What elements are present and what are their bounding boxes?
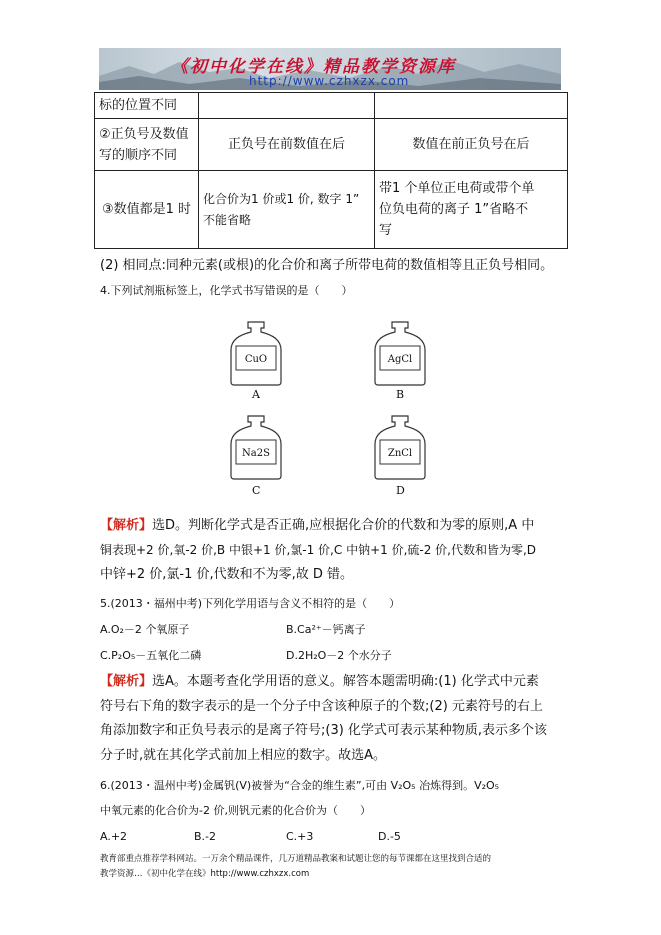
analysis-tag: 【解析】 <box>100 674 153 689</box>
q6-option-c: C.+3 <box>286 830 314 843</box>
bottle-d-icon <box>370 414 430 480</box>
table-cell: ③数值都是1 时 <box>95 171 199 249</box>
q6-option-b: B.-2 <box>194 830 217 843</box>
banner-url[interactable]: http://www.czhxzx.com <box>249 74 410 88</box>
cell-line: ②正负号及数值 <box>99 126 189 142</box>
table-cell: 数值在前正负号在后 <box>375 119 568 171</box>
cell-line: 写 <box>379 223 393 238</box>
bottle-a-icon <box>226 320 286 386</box>
q5-analysis-line: 符号右下角的数字表示的是一个分子中含该种原子的个数;(2) 元素符号的右上 <box>100 699 543 714</box>
table-cell: 标的位置不同 <box>95 93 199 119</box>
bottle-label: Na2S <box>242 448 270 459</box>
bottle-letter: A <box>252 388 260 401</box>
bottle-label: ZnCl <box>387 448 413 459</box>
cell-line: 位负电荷的离子 1”省略不 <box>379 202 529 217</box>
analysis-text: 选D。判断化学式是否正确,应根据化合价的代数和为零的原则,A 中 <box>152 518 535 533</box>
banner-title: 《初中化学在线》精品教学资源库 <box>171 57 456 77</box>
table-cell <box>199 93 375 119</box>
bottle-label: CuO <box>244 354 268 365</box>
bottle-letter: B <box>396 388 405 401</box>
note-2: (2) 相同点:同种元素(或根)的化合价和离子所带电荷的数值相等且正负号相同。 <box>100 258 554 273</box>
site-banner <box>99 48 561 90</box>
comparison-table <box>94 92 568 249</box>
q6-stem-line: 中氧元素的化合价为-2 价,则钒元素的化合价为（ ） <box>100 804 371 817</box>
table-row <box>95 171 568 249</box>
footer-line: 教育部重点推荐学科网站。一万余个精品课件，几万道精品教案和试题让您的每节课都在这里找到合适的 <box>100 854 492 864</box>
q5-analysis-line: 分子时,就在其化学式前加上相应的数字。故选A。 <box>100 748 387 763</box>
analysis-text: 选A。本题考查化学用语的意义。解答本题需明确:(1) 化学式中元素 <box>152 674 539 689</box>
q6-stem-line: 6.(2013・温州中考)金属钒(V)被誉为“合金的维生素”,可由 V₂O₅ 冶炼得到。V₂O₅ <box>100 779 500 792</box>
table-cell: 正负号在前数值在后 <box>199 119 375 171</box>
q5-option-d: D.2H₂O－2 个水分子 <box>286 649 392 662</box>
analysis-tag: 【解析】 <box>100 518 153 533</box>
bottle-letter: D <box>396 484 405 497</box>
q4-analysis-line: 中锌+2 价,氯-1 价,代数和不为零,故 D 错。 <box>100 567 354 582</box>
bottle-b-icon <box>370 320 430 386</box>
table-row <box>95 119 568 171</box>
q5-option-b: B.Ca²⁺－钙离子 <box>286 623 366 636</box>
q4-stem: 4.下列试剂瓶标签上，化学式书写错误的是（ ） <box>100 284 353 297</box>
table-row <box>95 93 568 119</box>
cell-line: 不能省略 <box>203 212 252 227</box>
q4-analysis-line: 铜表现+2 价,氧-2 价,B 中银+1 价,氯-1 价,C 中钠+1 价,硫-2 价,代数和皆为零,D <box>100 543 537 557</box>
table-cell <box>375 93 568 119</box>
q5-analysis-line: 角添加数字和正负号表示的是离子符号;(3) 化学式可表示某种物质,表示多个该 <box>100 723 548 738</box>
q4-analysis-line <box>100 516 534 536</box>
cell-line: 带1 个单位正电荷或带个单 <box>379 181 535 196</box>
bottle-c-icon <box>226 414 286 480</box>
table-cell <box>199 171 375 249</box>
q5-stem: 5.(2013・福州中考)下列化学用语与含义不相符的是（ ） <box>100 597 401 610</box>
bottle-letter: C <box>252 484 261 497</box>
bottle-label: AgCl <box>387 354 413 365</box>
cell-line: 写的顺序不同 <box>99 147 178 163</box>
table-cell <box>375 171 568 249</box>
q6-option-a: A.+2 <box>100 830 128 843</box>
footer-line: 教学资源…《初中化学在线》http://www.czhxzx.com <box>100 869 310 879</box>
table-cell <box>95 119 199 171</box>
cell-line: 化合价为1 价或1 价, 数字 1” <box>203 191 360 206</box>
q5-analysis-line <box>100 672 539 692</box>
q5-option-c: C.P₂O₅－五氧化二磷 <box>100 649 202 662</box>
q6-option-d: D.-5 <box>378 830 401 843</box>
q5-option-a: A.O₂－2 个氧原子 <box>100 623 190 636</box>
